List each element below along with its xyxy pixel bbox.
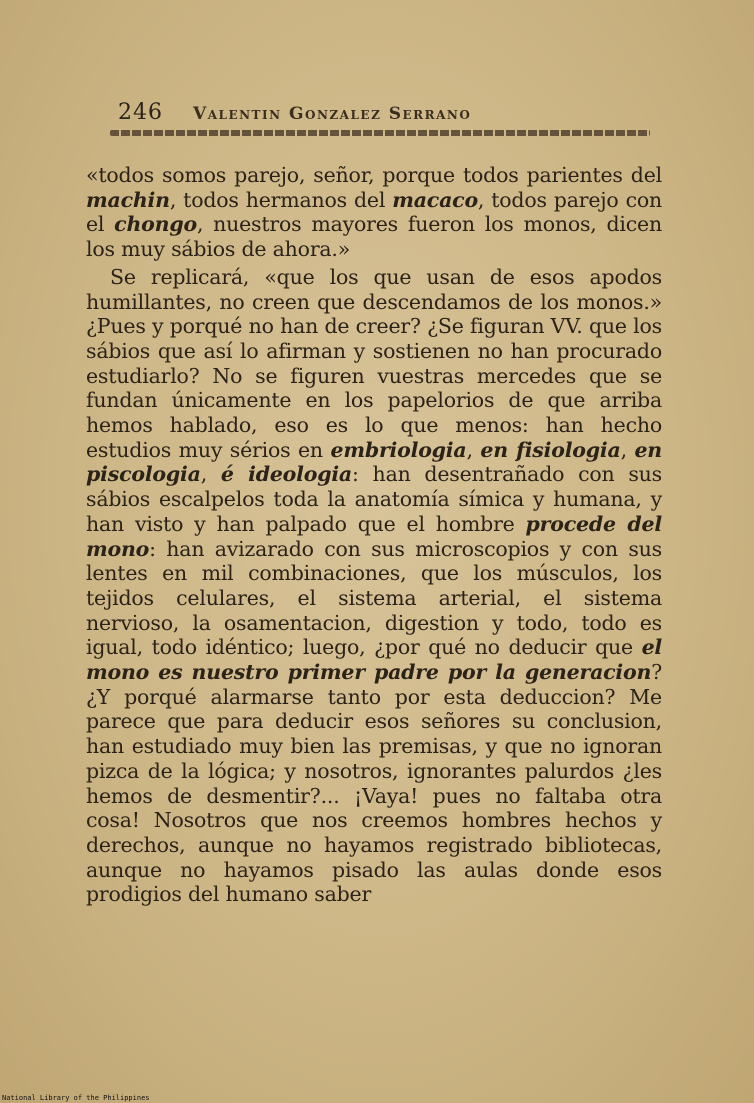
- running-head: Valentin Gonzalez Serrano: [193, 104, 472, 124]
- italic-text: machin: [86, 187, 170, 212]
- italic-text: chongo: [114, 212, 197, 237]
- paragraph-1: [86, 163, 662, 262]
- library-footer: National Library of the Philippines: [2, 1094, 150, 1102]
- italic-text: en fisiologia: [480, 437, 621, 462]
- italic-text: el mono es nuestro primer padre por la generacion: [86, 635, 662, 685]
- text-run: : han desentrañado con sus sábios escalpelos toda la anatomía símica y humana, y han visto y han palpado que el hombre: [86, 462, 662, 536]
- text-run: , todos hermanos del: [169, 187, 393, 212]
- text-run: ,: [466, 437, 481, 462]
- paragraph-2: [86, 265, 662, 907]
- header-rule: [110, 130, 650, 136]
- italic-text: macaco: [392, 187, 478, 212]
- page-header: [108, 100, 668, 130]
- text-run: , todos parejo con el: [86, 187, 663, 237]
- italic-text: é ideologia: [220, 462, 353, 487]
- page-number: 246: [118, 100, 163, 125]
- text-run: : han avizarado con sus microscopios y con sus lentes en mil combinaciones, que los músculos, los tejidos celulares, el sistema arterial, el sistema nervioso, la osamentacion, digestion y todo, todo es igual, todo idéntico; luego, ¿por qué no deducir que: [86, 536, 662, 660]
- italic-text: procede del mono: [86, 511, 662, 561]
- body-text: [86, 163, 662, 907]
- text-run: «todos somos parejo, señor, porque todos parientes del: [86, 163, 662, 187]
- italic-text: embriologia: [330, 437, 467, 462]
- text-run: ,: [200, 462, 221, 487]
- text-run: , nuestros mayores fueron los monos, dicen los muy sábios de ahora.»: [86, 212, 662, 262]
- text-run: Se replicará, «que los que usan de esos apodos humillantes, no creen que descendamos de los monos.» ¿Pues y porqué no han de creer? ¿Se figuran VV. que los sábios que así lo afirman y sostienen no han procurado estudiarlo? No se figuren vuestras mercedes que se fundan únicamente en los papelorios de que arriba hemos hablado, eso es lo que menos: han hecho estudios muy sérios en: [86, 264, 662, 462]
- text-run: ,: [620, 437, 635, 462]
- italic-text: en piscologia: [86, 437, 662, 487]
- text-run: ? ¿Y porqué alarmarse tanto por esta deduccion? Me parece que para deducir esos señores su conclusion, han estudiado muy bien las premisas, y que no ignoran pizca de la lógica; y nosotros, ignorantes palurdos ¿les hemos de desmentir?... ¡Vaya! pues no faltaba otra cosa! Nosotros que nos creemos hombres hechos y derechos, aunque no hayamos registrado bibliotecas, aunque no hayamos pisado las aulas donde esos prodigios del humano saber: [86, 660, 662, 907]
